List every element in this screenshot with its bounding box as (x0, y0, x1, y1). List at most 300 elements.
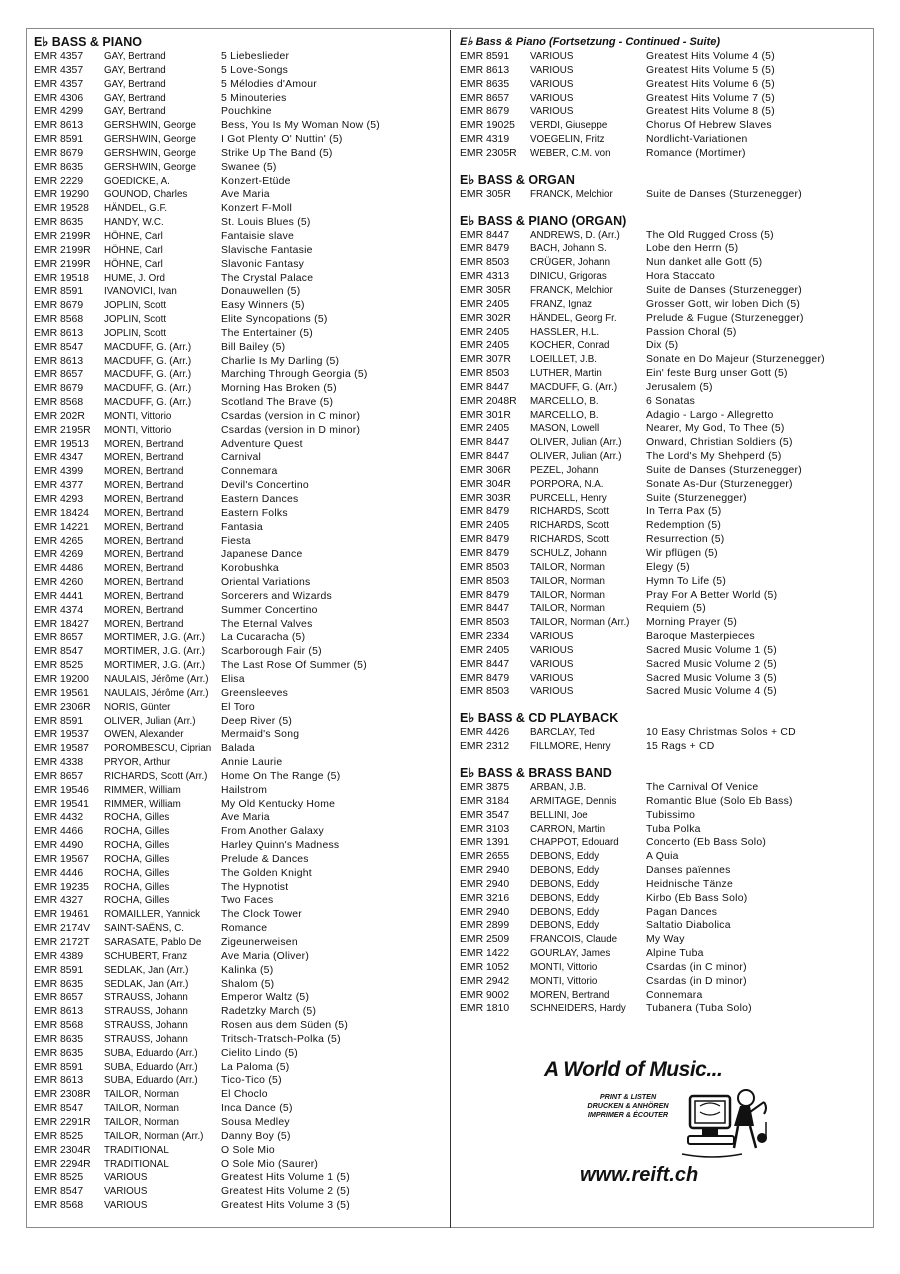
work-title: Slavonic Fantasy (221, 258, 305, 270)
catalog-number: EMR 8503 (460, 561, 510, 573)
catalog-row (34, 327, 442, 341)
composer: LUTHER, Martin (530, 368, 602, 380)
composer: TAILOR, Norman (Arr.) (530, 617, 630, 629)
work-title: 15 Rags + CD (646, 741, 715, 753)
work-title: Scotland The Brave (5) (221, 397, 334, 409)
work-title: Ein' feste Burg unser Gott (5) (646, 368, 788, 380)
catalog-row (34, 715, 442, 729)
catalog-row (34, 1005, 442, 1019)
catalog-row (34, 770, 442, 784)
catalog-row (34, 659, 442, 673)
work-title: Tuba Polka (646, 823, 701, 835)
work-title: Shalom (5) (221, 978, 275, 990)
catalog-number: EMR 19537 (34, 729, 89, 741)
catalog-number: EMR 2405 (460, 298, 510, 310)
composer: FRANCOIS, Claude (530, 934, 618, 946)
catalog-number: EMR 4377 (34, 480, 84, 492)
work-title: The Hypnotist (221, 881, 289, 893)
work-title: Eastern Dances (221, 494, 299, 505)
work-title: Grosser Gott, wir loben Dich (5) (646, 298, 801, 310)
catalog-number: EMR 4319 (460, 134, 510, 146)
catalog-row (34, 950, 442, 964)
composer: MOREN, Bertrand (104, 494, 184, 505)
catalog-number: EMR 8568 (34, 1020, 84, 1032)
composer: POROMBESCU, Ciprian (104, 743, 212, 755)
composer: CARRON, Martin (530, 823, 606, 835)
work-title: The Eternal Valves (221, 618, 313, 630)
catalog-row (460, 519, 865, 533)
composer: MOREN, Bertrand (104, 618, 184, 630)
composer: TAILOR, Norman (530, 575, 605, 587)
catalog-row (460, 947, 865, 961)
catalog-number: EMR 2899 (460, 920, 510, 932)
catalog-number: EMR 4269 (34, 549, 84, 561)
work-title: 5 Mélodies d'Amour (221, 78, 318, 90)
catalog-number: EMR 8635 (34, 1047, 84, 1059)
catalog-row (460, 533, 865, 547)
composer: HÖHNE, Carl (104, 230, 163, 242)
catalog-number: EMR 3103 (460, 823, 510, 835)
composer: MOREN, Bertrand (104, 466, 184, 478)
work-title: El Choclo (221, 1089, 268, 1101)
catalog-row (34, 216, 442, 230)
catalog-row (34, 396, 442, 410)
work-title: Strike Up The Band (5) (221, 147, 333, 159)
catalog-number: EMR 4327 (34, 895, 84, 907)
work-title: Rosen aus dem Süden (5) (221, 1020, 349, 1032)
catalog-row (460, 229, 865, 243)
section-title-bass-brass: E♭ BASS & BRASS BAND (460, 765, 612, 780)
catalog-row (34, 272, 442, 286)
catalog-number: EMR 2199R (34, 230, 91, 242)
right-column (460, 34, 865, 1016)
catalog-row (34, 936, 442, 950)
work-title: Adventure Quest (221, 438, 303, 450)
section-title-continued: E♭ Bass & Piano (Fortsetzung - Continued - Suite) (460, 36, 721, 48)
catalog-number: EMR 4347 (34, 452, 84, 464)
catalog-number: EMR 301R (460, 409, 511, 421)
work-title: Radetzky March (5) (221, 1006, 317, 1018)
composer: OLIVER, Julian (Arr.) (530, 437, 622, 449)
work-title: The Crystal Palace (221, 272, 314, 284)
catalog-row (34, 618, 442, 632)
catalog-row (460, 589, 865, 603)
catalog-number: EMR 8525 (34, 1130, 84, 1142)
catalog-row (460, 256, 865, 270)
work-title: My Way (646, 934, 685, 946)
catalog-row (34, 368, 442, 382)
catalog-row (34, 230, 442, 244)
composer: DEBONS, Eddy (530, 920, 600, 932)
composer: MARCELLO, B. (530, 395, 599, 407)
composer: RIMMER, William (104, 784, 181, 796)
catalog-number: EMR 8525 (34, 660, 84, 672)
composer: MORTIMER, J.G. (Arr.) (104, 632, 206, 644)
catalog-number: EMR 19528 (34, 203, 89, 215)
composer: FRANCK, Melchior (530, 188, 613, 200)
work-title: The Carnival Of Venice (646, 781, 759, 793)
composer: TRADITIONAL (104, 1158, 169, 1170)
work-title: Annie Laurie (221, 757, 283, 769)
work-title: Elisa (221, 673, 245, 685)
work-title: Greatest Hits Volume 1 (5) (221, 1172, 350, 1184)
catalog-row (460, 505, 865, 519)
catalog-row (460, 823, 865, 837)
catalog-number: EMR 8613 (34, 1075, 84, 1087)
composer: ARBAN, J.B. (530, 781, 587, 793)
catalog-number: EMR 2405 (460, 340, 510, 352)
catalog-number: EMR 303R (460, 492, 511, 504)
catalog-row (460, 312, 865, 326)
catalog-row (460, 740, 865, 754)
composer: SUBA, Eduardo (Arr.) (104, 1075, 198, 1087)
composer: VARIOUS (530, 78, 574, 90)
catalog-row (34, 1158, 442, 1172)
catalog-number: EMR 2405 (460, 326, 510, 338)
work-title: Bess, You Is My Woman Now (5) (221, 120, 380, 132)
catalog-row (460, 864, 865, 878)
catalog-number: EMR 8479 (460, 534, 510, 546)
catalog-number: EMR 1052 (460, 961, 510, 973)
composer: RICHARDS, Scott (530, 520, 609, 532)
catalog-number: EMR 8679 (34, 147, 84, 159)
catalog-number: EMR 8479 (460, 506, 510, 518)
catalog-row (34, 507, 442, 521)
catalog-number: EMR 18427 (34, 618, 89, 630)
composer: STRAUSS, Johann (104, 1006, 188, 1018)
catalog-number: EMR 3547 (460, 809, 510, 821)
catalog-row (460, 672, 865, 686)
catalog-number: EMR 8447 (460, 603, 510, 615)
composer: MOREN, Bertrand (104, 438, 184, 450)
work-title: O Sole Mio (Saurer) (221, 1158, 319, 1170)
work-title: Kalinka (5) (221, 964, 274, 976)
catalog-row (34, 631, 442, 645)
catalog-number: EMR 8613 (34, 120, 84, 132)
composer: BARCLAY, Ted (530, 727, 595, 739)
catalog-row (460, 436, 865, 450)
work-title: Romance (Mortimer) (646, 147, 746, 159)
catalog-list-continued (460, 50, 865, 161)
composer: GERSHWIN, George (104, 134, 197, 146)
composer: ROCHA, Gilles (104, 895, 170, 907)
catalog-list-bass-piano (34, 50, 442, 1213)
catalog-row (460, 464, 865, 478)
catalog-number: EMR 4265 (34, 535, 84, 547)
catalog-number: EMR 4432 (34, 812, 84, 824)
work-title: Sorcerers and Wizards (221, 590, 332, 602)
catalog-row (460, 395, 865, 409)
composer: NORIS, Günter (104, 701, 171, 713)
work-title: The Clock Tower (221, 909, 302, 921)
composer: OWEN, Alexander (104, 729, 184, 741)
catalog-row (460, 409, 865, 423)
catalog-number: EMR 8503 (460, 686, 510, 698)
work-title: 5 Minouteries (221, 92, 287, 104)
composer: TRADITIONAL (104, 1144, 169, 1156)
catalog-row (460, 781, 865, 795)
work-title: Inca Dance (5) (221, 1103, 293, 1115)
catalog-row (34, 313, 442, 327)
catalog-number: EMR 8613 (34, 1006, 84, 1018)
work-title: Nordlicht-Variationen (646, 134, 748, 146)
catalog-number: EMR 4357 (34, 51, 84, 62)
catalog-number: EMR 8447 (460, 658, 510, 670)
composer: MOREN, Bertrand (104, 563, 184, 575)
catalog-row (34, 465, 442, 479)
catalog-number: EMR 4293 (34, 494, 84, 505)
catalog-number: EMR 8479 (460, 243, 510, 255)
catalog-number: EMR 19513 (34, 438, 89, 450)
catalog-row (460, 492, 865, 506)
work-title: 10 Easy Christmas Solos + CD (646, 727, 796, 739)
composer: JOPLIN, Scott (104, 327, 167, 339)
catalog-number: EMR 8547 (34, 1186, 84, 1198)
work-title: Prelude & Fugue (Sturzenegger) (646, 312, 804, 324)
work-title: The Golden Knight (221, 867, 312, 879)
catalog-row (460, 478, 865, 492)
catalog-row (34, 604, 442, 618)
catalog-row (34, 811, 442, 825)
composer: OLIVER, Julian (Arr.) (530, 451, 622, 463)
catalog-number: EMR 2940 (460, 865, 510, 877)
catalog-number: EMR 8635 (34, 1033, 84, 1045)
work-title: Slavische Fantasie (221, 244, 313, 256)
catalog-number: EMR 8591 (460, 51, 510, 62)
work-title: Morning Has Broken (5) (221, 383, 337, 395)
composer: FRANCK, Melchior (530, 284, 613, 296)
composer: MACDUFF, G. (Arr.) (530, 381, 618, 393)
musician-computer-icon (680, 1078, 770, 1168)
catalog-list-bass-cd (460, 726, 865, 754)
catalog-number: EMR 8613 (460, 64, 510, 76)
composer: TAILOR, Norman (104, 1089, 179, 1101)
logo-url: www.reift.ch (580, 1164, 699, 1186)
composer: VOEGELIN, Fritz (530, 134, 605, 146)
work-title: Emperor Waltz (5) (221, 992, 310, 1004)
catalog-number: EMR 4446 (34, 867, 84, 879)
work-title: Baroque Masterpieces (646, 631, 755, 643)
composer: SUBA, Eduardo (Arr.) (104, 1061, 198, 1073)
composer: RICHARDS, Scott (530, 506, 609, 518)
composer: MOREN, Bertrand (104, 604, 184, 616)
catalog-row (34, 728, 442, 742)
composer: DEBONS, Eddy (530, 851, 600, 863)
catalog-row (460, 850, 865, 864)
composer: MOREN, Bertrand (104, 590, 184, 602)
work-title: Adagio - Largo - Allegretto (646, 409, 774, 421)
work-title: Balada (221, 743, 255, 755)
catalog-row (460, 547, 865, 561)
composer: DINICU, Grigoras (530, 271, 607, 283)
catalog-row (34, 535, 442, 549)
catalog-row (34, 1130, 442, 1144)
catalog-row (460, 367, 865, 381)
composer: MACDUFF, G. (Arr.) (104, 355, 192, 367)
catalog-number: EMR 3184 (460, 795, 510, 807)
composer: MONTI, Vittorio (104, 424, 172, 436)
catalog-row (460, 561, 865, 575)
work-title: Scarborough Fair (5) (221, 646, 322, 658)
catalog-row (460, 878, 865, 892)
composer: VARIOUS (530, 644, 574, 656)
work-title: Requiem (5) (646, 603, 706, 615)
catalog-number: EMR 3216 (460, 892, 510, 904)
composer: DEBONS, Eddy (530, 892, 600, 904)
catalog-number: EMR 8679 (34, 383, 84, 395)
logo-line-3: IMPRIMER & ÉCOUTER (587, 1110, 669, 1119)
catalog-row (34, 50, 442, 64)
work-title: Saltatio Diabolica (646, 920, 731, 932)
catalog-number: EMR 8591 (34, 286, 84, 298)
catalog-number: EMR 19461 (34, 909, 89, 921)
work-title: Chorus Of Hebrew Slaves (646, 120, 772, 132)
catalog-row (34, 161, 442, 175)
work-title: Sacred Music Volume 4 (5) (646, 686, 777, 698)
catalog-number: EMR 8547 (34, 1103, 84, 1115)
catalog-number: EMR 8591 (34, 1061, 84, 1073)
logo-line-1: PRINT & LISTEN (599, 1092, 657, 1101)
catalog-row (34, 867, 442, 881)
catalog-row (460, 644, 865, 658)
catalog-number: EMR 2304R (34, 1144, 91, 1156)
catalog-number: EMR 4486 (34, 563, 84, 575)
composer: MOREN, Bertrand (104, 549, 184, 561)
catalog-row (34, 202, 442, 216)
catalog-number: EMR 8657 (34, 369, 84, 381)
composer: HASSLER, H.L. (530, 326, 600, 338)
catalog-number: EMR 2291R (34, 1116, 91, 1128)
work-title: Passion Choral (5) (646, 326, 737, 338)
catalog-number: EMR 8635 (34, 161, 84, 173)
catalog-row (460, 92, 865, 106)
composer: PURCELL, Henry (530, 492, 607, 504)
catalog-row (460, 147, 865, 161)
catalog-row (34, 355, 442, 369)
work-title: Greatest Hits Volume 2 (5) (221, 1186, 350, 1198)
catalog-row (34, 964, 442, 978)
work-title: Prelude & Dances (221, 853, 309, 865)
catalog-row (460, 933, 865, 947)
composer: TAILOR, Norman (530, 561, 605, 573)
composer: GAY, Bertrand (104, 78, 166, 90)
work-title: Greatest Hits Volume 3 (5) (221, 1200, 350, 1212)
work-title: Tritsch-Tratsch-Polka (5) (221, 1033, 341, 1045)
work-title: Japanese Dance (221, 549, 303, 561)
catalog-row (460, 78, 865, 92)
catalog-row (34, 299, 442, 313)
catalog-row (460, 658, 865, 672)
composer: MASON, Lowell (530, 423, 600, 435)
composer: VARIOUS (104, 1200, 148, 1212)
work-title: Suite de Danses (Sturzenegger) (646, 464, 802, 476)
composer: SUBA, Eduardo (Arr.) (104, 1047, 198, 1059)
catalog-row (34, 451, 442, 465)
catalog-number: EMR 8447 (460, 451, 510, 463)
catalog-row (34, 493, 442, 507)
composer: STRAUSS, Johann (104, 1020, 188, 1032)
work-title: La Paloma (5) (221, 1061, 290, 1073)
work-title: 6 Sonatas (646, 395, 696, 407)
catalog-number: EMR 8503 (460, 575, 510, 587)
catalog-row (34, 1144, 442, 1158)
composer: VARIOUS (530, 64, 574, 76)
composer: VARIOUS (530, 106, 574, 118)
work-title: Fantaisie slave (221, 230, 295, 242)
catalog-number: EMR 19561 (34, 687, 89, 699)
catalog-row (34, 894, 442, 908)
catalog-number: EMR 2308R (34, 1089, 91, 1101)
catalog-number: EMR 19567 (34, 853, 89, 865)
work-title: Connemara (646, 989, 703, 1001)
catalog-number: EMR 18424 (34, 507, 89, 519)
work-title: Ave Maria (221, 189, 270, 201)
catalog-number: EMR 8525 (34, 1172, 84, 1184)
work-title: Hailstrom (221, 784, 268, 796)
work-title: Deep River (5) (221, 715, 293, 727)
catalog-number: EMR 8447 (460, 381, 510, 393)
composer: JOPLIN, Scott (104, 314, 167, 326)
work-title: Sonate en Do Majeur (Sturzenegger) (646, 354, 825, 366)
catalog-row (34, 1102, 442, 1116)
work-title: Wir pflügen (5) (646, 548, 718, 559)
composer: FILLMORE, Henry (530, 741, 611, 753)
catalog-row (34, 382, 442, 396)
work-title: Pagan Dances (646, 906, 718, 918)
catalog-row (460, 284, 865, 298)
work-title: Fiesta (221, 535, 251, 547)
work-title: Hora Staccato (646, 271, 716, 283)
catalog-row (460, 685, 865, 699)
catalog-row (460, 188, 865, 202)
catalog-number: EMR 304R (460, 478, 511, 490)
catalog-number: EMR 2312 (460, 741, 510, 753)
work-title: Harley Quinn's Madness (221, 840, 340, 852)
catalog-number: EMR 2172T (34, 937, 90, 948)
work-title: Nun danket alle Gott (5) (646, 257, 763, 269)
composer: VERDI, Giuseppe (530, 120, 608, 132)
composer: RICHARDS, Scott (Arr.) (104, 770, 208, 782)
catalog-number: EMR 8613 (34, 355, 84, 367)
catalog-number: EMR 2174V (34, 923, 91, 935)
composer: TAILOR, Norman (104, 1116, 179, 1128)
composer: GAY, Bertrand (104, 106, 166, 118)
composer: BELLINI, Joe (530, 809, 588, 821)
catalog-row (34, 1074, 442, 1088)
composer: VARIOUS (530, 92, 574, 104)
catalog-row (34, 1088, 442, 1102)
catalog-row (460, 133, 865, 147)
work-title: Elite Syncopations (5) (221, 314, 328, 326)
catalog-row (34, 922, 442, 936)
composer: VARIOUS (104, 1186, 148, 1198)
catalog-row (460, 298, 865, 312)
work-title: Romance (221, 923, 268, 935)
work-title: Sacred Music Volume 3 (5) (646, 672, 777, 684)
work-title: Lobe den Herrn (5) (646, 243, 739, 255)
work-title: Konzert-Etüde (221, 175, 291, 187)
composer: GAY, Bertrand (104, 51, 166, 62)
composer: ROCHA, Gilles (104, 812, 170, 824)
catalog-number: EMR 14221 (34, 521, 89, 533)
work-title: Zigeunerweisen (221, 937, 298, 948)
composer: SAINT-SAËNS, C. (104, 923, 185, 935)
work-title: Sousa Medley (221, 1116, 290, 1128)
composer: RIMMER, William (104, 798, 181, 810)
composer: MACDUFF, G. (Arr.) (104, 369, 192, 381)
composer: SEDLAK, Jan (Arr.) (104, 964, 189, 976)
composer: MOREN, Bertrand (104, 480, 184, 492)
